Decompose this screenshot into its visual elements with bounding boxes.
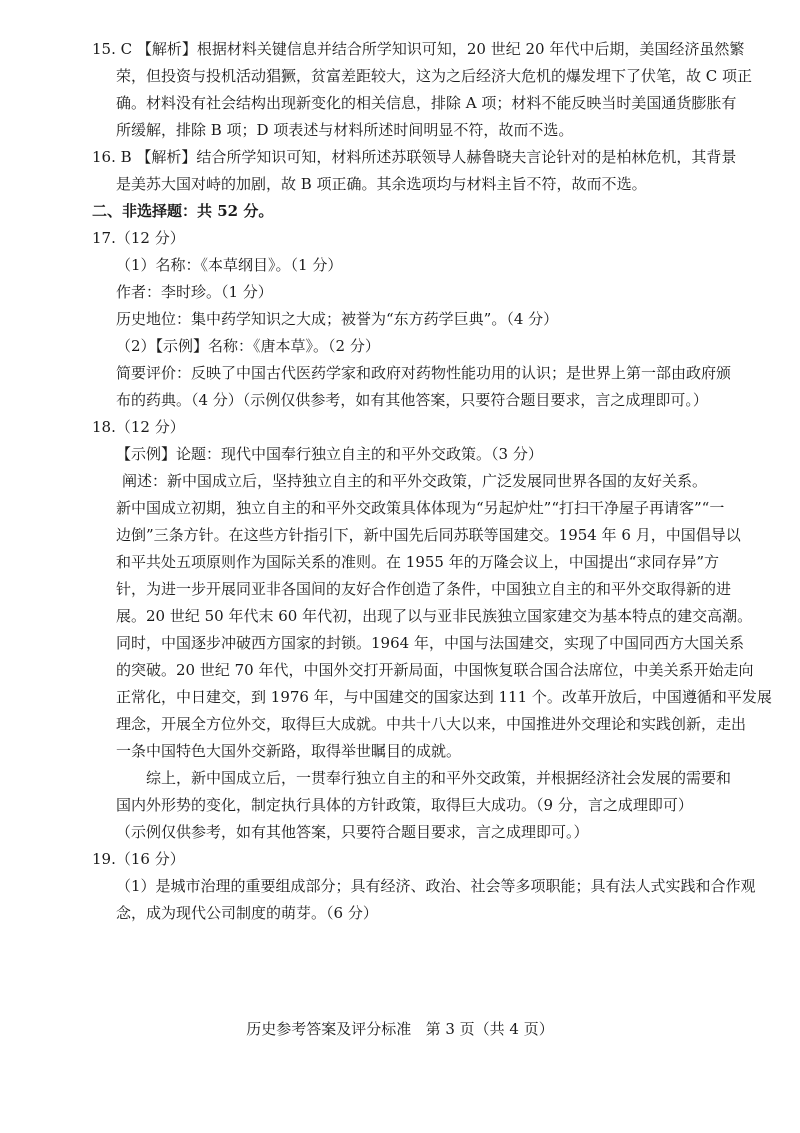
q19-answer	[92, 846, 756, 927]
q15-line-1: 15. C 【解析】根据材料关键信息并结合所学知识可知，20 世纪 20 年代中后期，美国经济虽然繁	[92, 40, 745, 58]
footer-title: 历史参考答案及评分标准	[246, 1020, 412, 1038]
q16-explanation	[92, 144, 737, 198]
q18-body-line-9: 正常化，中日建交，到 1976 年，与中国建交的国家达到 111 个。改革开放后，中国遵循和平发展	[116, 688, 772, 706]
q18-body-line-4: 和平共处五项原则作为国际关系的准则。在 1955 年的万隆会议上，中国提出“求同存异”方	[116, 553, 720, 571]
q18-summary-line-1: 综上，新中国成立后，一贯奉行独立自主的和平外交政策，并根据经济社会发展的需要和	[146, 769, 732, 787]
q16-line-1: 16. B 【解析】结合所学知识可知，材料所述苏联领导人赫鲁晓夫言论针对的是柏林危机，其背景	[92, 148, 737, 166]
q18-body-line-6: 展。20 世纪 50 年代末 60 年代初，出现了以与亚非民族独立国家建交为基本特点的建交高潮。	[116, 607, 753, 625]
q18-body-line-5: 针，为进一步开展同亚非各国间的友好合作创造了条件，中国独立自主的和平外交取得新的进	[116, 580, 732, 598]
q15-line-3: 确。材料没有社会结构出现新变化的相关信息，排除 A 项；材料不能反映当时美国通货膨胀有	[116, 94, 737, 112]
q18-answer	[92, 414, 772, 846]
footer-page-number: 第 3 页（共 4 页）	[425, 1020, 554, 1038]
q15-line-2: 荣，但投资与投机活动猖獗，贫富差距较大，这为之后经济大危机的爆发埋下了伏笔，故 C 项正	[116, 67, 753, 85]
q18-note: （示例仅供参考，如有其他答案，只要符合题目要求，言之成理即可。）	[116, 823, 589, 841]
q17-line-1: （1）名称：《本草纲目》。（1 分）	[116, 256, 343, 274]
q18-body-line-11: 一条中国特色大国外交新路，取得举世瞩目的成就。	[116, 742, 462, 760]
q17-line-5: 简要评价：反映了中国古代医药学家和政府对药物性能功用的认识；是世界上第一部由政府颁	[116, 364, 732, 382]
q18-body-line-8: 的突破。20 世纪 70 年代，中国外交打开新局面，中国恢复联合国合法席位，中美关系开始走向	[116, 661, 754, 679]
q18-thesis: 【示例】论题：现代中国奉行独立自主的和平外交政策。（3 分）	[116, 445, 543, 463]
q17-answer	[92, 225, 732, 414]
section-heading: 二、非选择题：共 52 分。	[92, 202, 274, 220]
q18-body-line-7: 同时，中国逐步冲破西方国家的封锁。1964 年，中国与法国建交，实现了中国同西方大国关系	[116, 634, 744, 652]
q17-line-2: 作者：李时珍。（1 分）	[116, 283, 273, 301]
q18-body-line-1: 阐述：新中国成立后，坚持独立自主的和平外交政策，广泛发展同世界各国的友好关系。	[122, 472, 708, 490]
q15-explanation	[92, 36, 753, 144]
q16-line-2: 是美苏大国对峙的加剧，故 B 项正确。其余选项均与材料主旨不符，故而不选。	[116, 175, 647, 193]
q17-line-4: （2）【示例】名称：《唐本草》。（2 分）	[116, 337, 380, 355]
q19-line-1: （1）是城市治理的重要组成部分；具有经济、政治、社会等多项职能；具有法人式实践和合作观	[116, 877, 756, 895]
q18-body-line-2: 新中国成立初期，独立自主的和平外交政策具体体现为“另起炉灶”“打扫干净屋子再请客”“一	[116, 499, 725, 517]
page-footer	[0, 1018, 800, 1039]
q17-header: 17.（12 分）	[92, 229, 185, 247]
q17-line-6: 布的药典。（4 分）（示例仅供参考，如有其他答案，只要符合题目要求，言之成理即可。）	[116, 391, 708, 409]
q15-line-4: 所缓解，排除 B 项；D 项表述与材料所述时间明显不符，故而不选。	[116, 121, 574, 139]
q18-header: 18.（12 分）	[92, 418, 185, 436]
q18-body-line-10: 理念，开展全方位外交，取得巨大成就。中共十八大以来，中国推进外交理论和实践创新，走出	[116, 715, 747, 733]
page-content	[92, 36, 772, 927]
q19-header: 19.（16 分）	[92, 850, 185, 868]
q17-line-3: 历史地位：集中药学知识之大成；被誉为“东方药学巨典”。（4 分）	[116, 310, 559, 328]
q18-summary-line-2: 国内外形势的变化，制定执行具体的方针政策，取得巨大成功。（9 分，言之成理即可）	[116, 796, 693, 814]
q18-body-line-3: 边倒”三条方针。在这些方针指引下，新中国先后同苏联等国建交。1954 年 6 月，中国倡导以	[116, 526, 741, 544]
q19-line-2: 念，成为现代公司制度的萌芽。（6 分）	[116, 904, 378, 922]
